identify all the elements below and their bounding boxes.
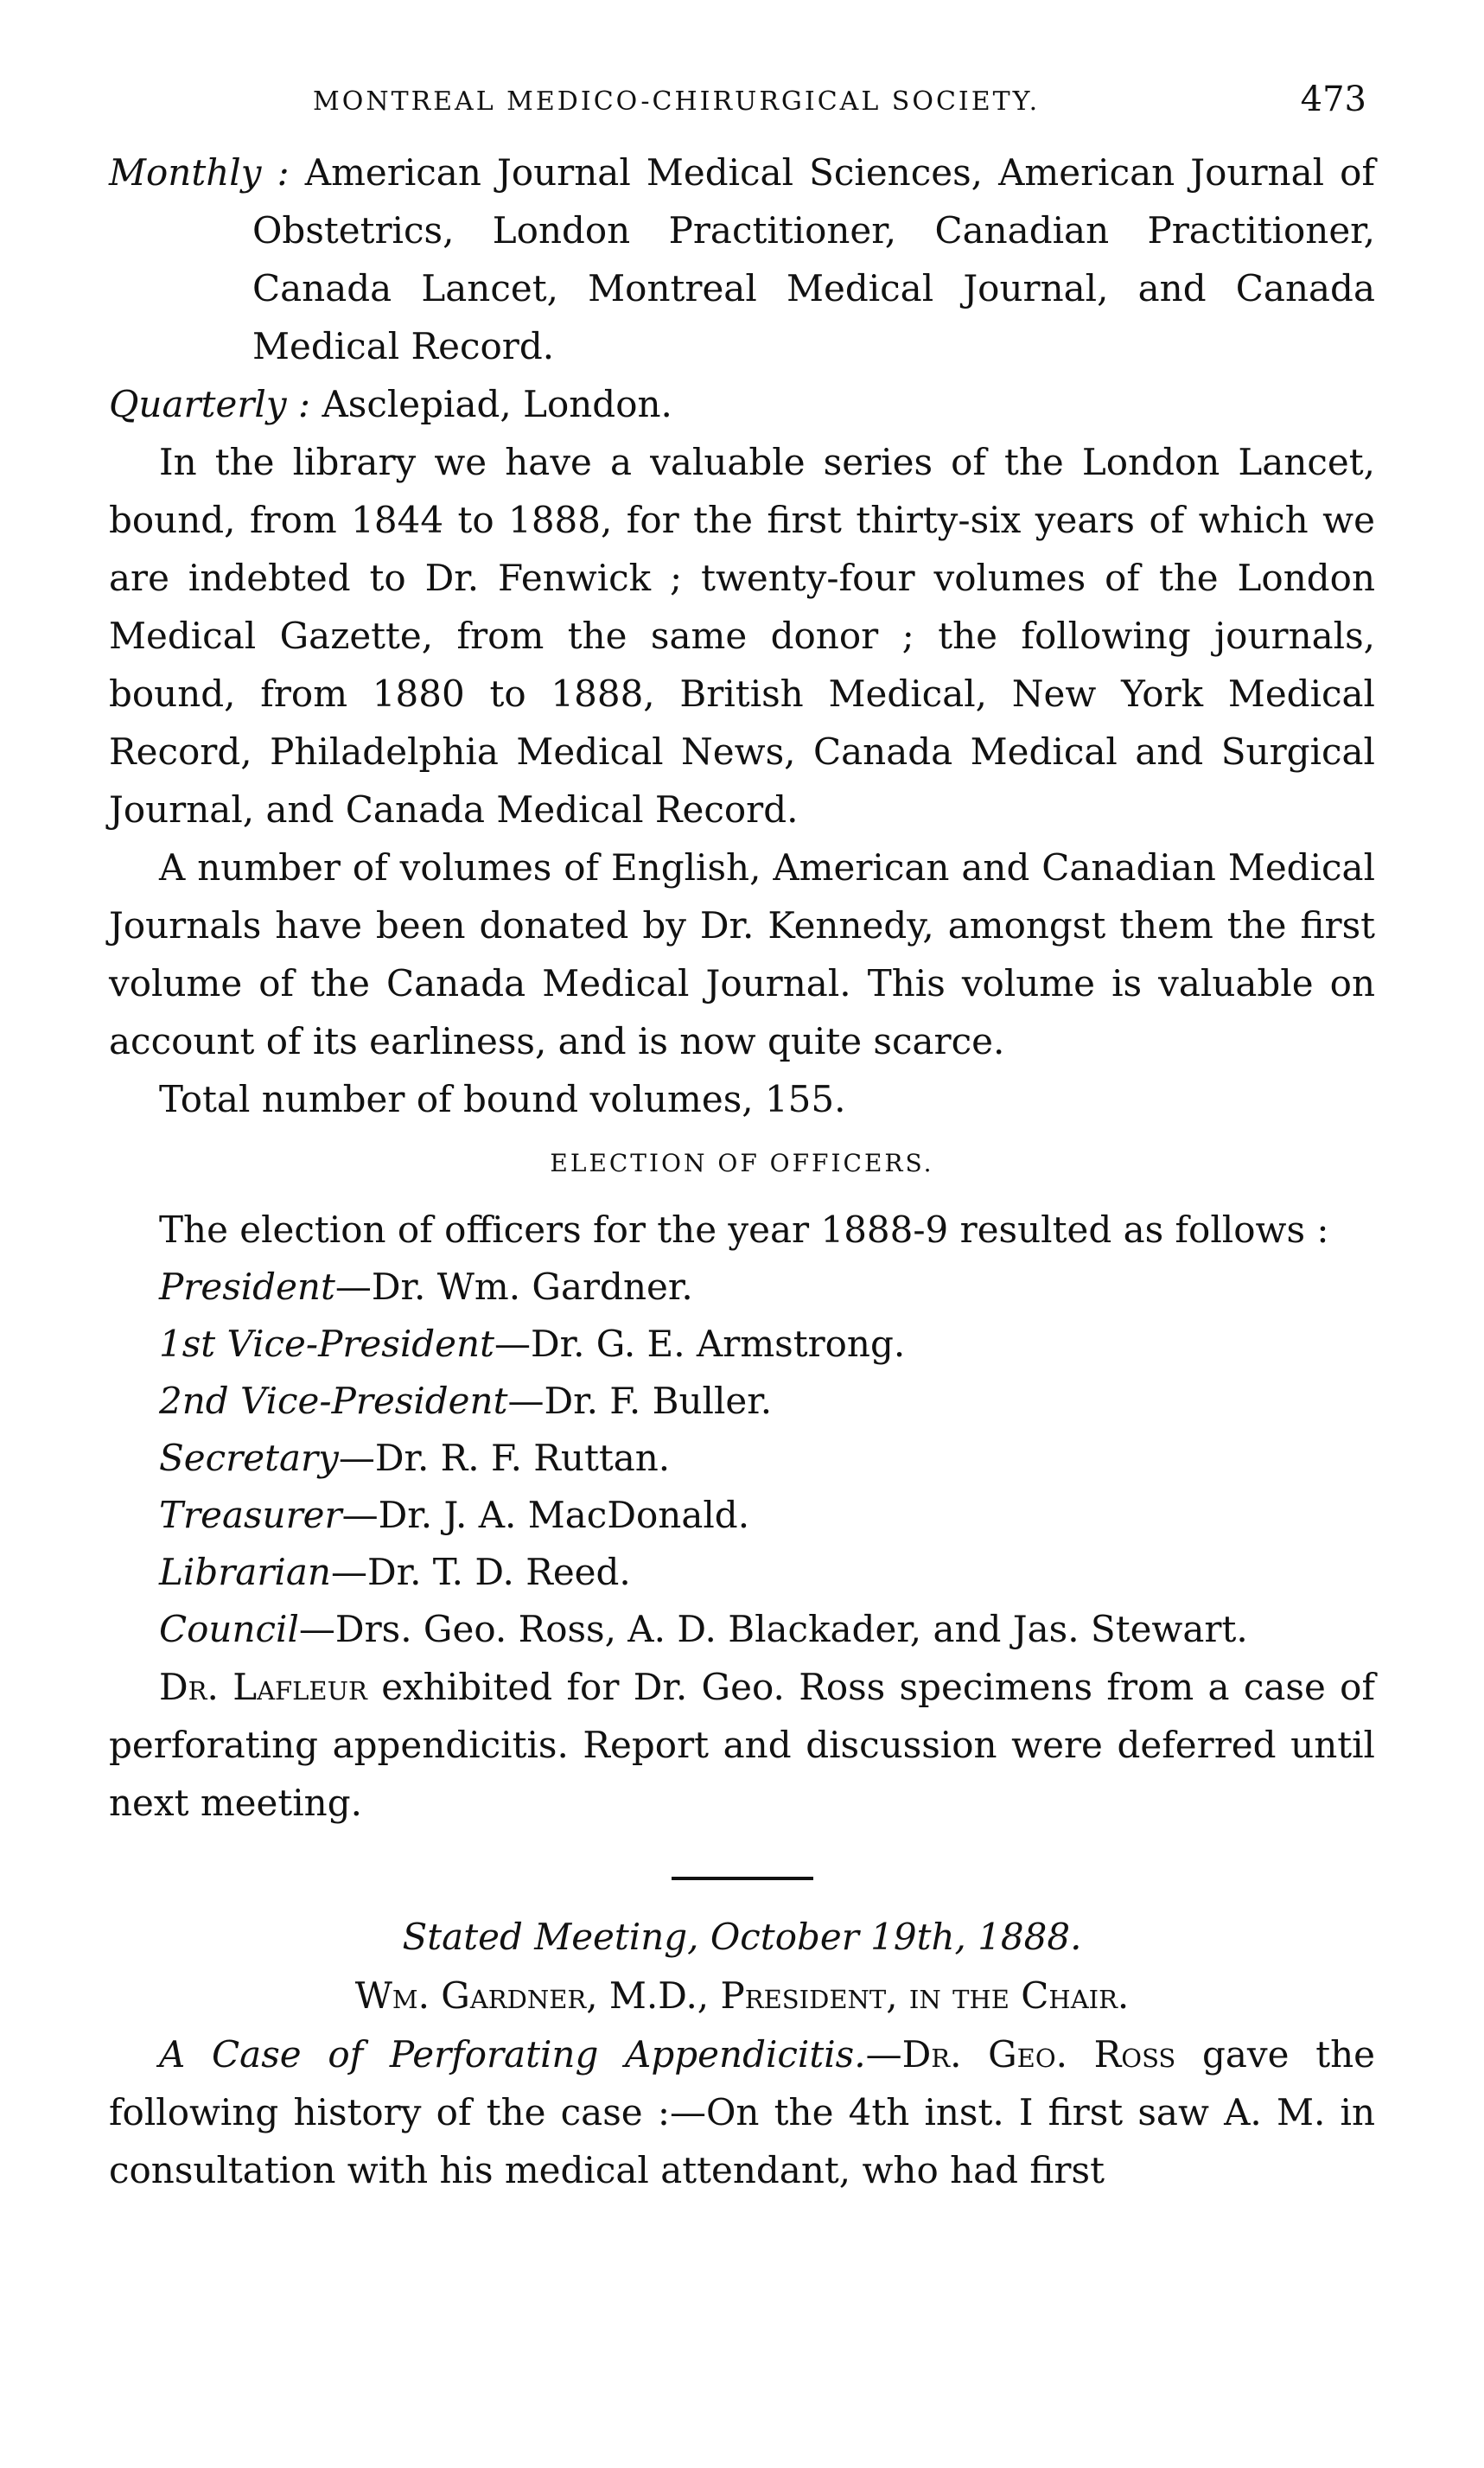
section-divider	[672, 1877, 813, 1880]
officers-list	[109, 1259, 1375, 1658]
monthly-label: Monthly :	[109, 151, 290, 194]
library-paragraph-donations: A number of volumes of English, American and Canadian Medical Journals have been donated by Dr. Kennedy, amongst them the first volume of the Canada Medical Journal. This volume is valuable on account of its earliness, and is now quite scarce.	[109, 846, 1375, 1062]
case-paragraph	[109, 2025, 1375, 2199]
officer-president	[109, 1259, 1375, 1316]
page-number: 473	[1300, 80, 1366, 119]
exhibit-speaker: Dr. Lafleur	[159, 1666, 367, 1708]
quarterly-label: Quarterly :	[109, 383, 311, 425]
officer-role: Treasurer	[159, 1494, 342, 1536]
quarterly-text: Asclepiad, London.	[322, 383, 672, 425]
officer-role: Librarian	[159, 1551, 331, 1593]
case-title: A Case of Perforating Appendicitis.	[159, 2033, 866, 2076]
officer-role: Secretary	[159, 1437, 339, 1479]
officer-first-vice-president	[109, 1316, 1375, 1373]
officer-role: 1st Vice-President	[159, 1323, 494, 1365]
officer-council	[109, 1601, 1375, 1658]
election-intro: The election of officers for the year 1888-9 resulted as follows :	[159, 1208, 1329, 1251]
officer-role: President	[159, 1266, 335, 1308]
case-speaker: —Dr. Geo. Ross	[865, 2033, 1176, 2076]
officer-name: —Drs. Geo. Ross, A. D. Blackader, and Jas. Stewart.	[298, 1608, 1248, 1650]
officer-role: Council	[159, 1608, 299, 1650]
officer-librarian	[109, 1544, 1375, 1601]
officer-name: —Dr. F. Buller.	[507, 1380, 773, 1422]
monthly-journals-paragraph	[109, 143, 1375, 375]
officer-secretary	[109, 1430, 1375, 1487]
running-head	[109, 69, 1375, 143]
case-text: gave the following history of the case :—On the 4th inst. I first saw A. M. in consultation with his medical attendant, who had first	[109, 2033, 1375, 2191]
section-heading-election: ELECTION OF OFFICERS.	[550, 1149, 934, 1177]
meeting-chair: Wm. Gardner, M.D., President, in the Chair.	[354, 1974, 1130, 2017]
officer-second-vice-president	[109, 1373, 1375, 1430]
running-title: MONTREAL MEDICO-CHIRURGICAL SOCIETY.	[313, 86, 1041, 117]
officer-treasurer	[109, 1487, 1375, 1544]
officer-name: —Dr. R. F. Ruttan.	[338, 1437, 671, 1479]
officer-name: —Dr. G. E. Armstrong.	[494, 1323, 906, 1365]
officer-name: —Dr. T. D. Reed.	[330, 1551, 631, 1593]
officer-name: —Dr. Wm. Gardner.	[334, 1266, 693, 1308]
monthly-text: American Journal Medical Sciences, American Journal of Obstetrics, London Practitioner, Canadian Practitioner, Canada Lancet, Montreal Medical Journal, and Canada Medical Record.	[252, 151, 1375, 367]
officer-role: 2nd Vice-President	[159, 1380, 508, 1422]
quarterly-journals-paragraph	[109, 375, 1375, 433]
library-paragraph-lancet: In the library we have a valuable series of the London Lancet, bound, from 1844 to 1888, for the first thirty-six years of which we are indebted to Dr. Fenwick ; twenty-four volumes of the London Medical Gazette, from the same donor ; the following journals, bound, from 1880 to 1888, British Medical, New York Medical Record, Philadelphia Medical News, Canada Medical and Surgical Journal, and Canada Medical Record.	[109, 441, 1375, 831]
meeting-title: Stated Meeting, October 19th, 1888.	[402, 1916, 1082, 1958]
exhibit-text: exhibited for Dr. Geo. Ross specimens from a case of perforating appendicitis. Report and discussion were deferred until next meeting.	[109, 1666, 1375, 1824]
book-page	[109, 69, 1375, 2199]
library-paragraph-total: Total number of bound volumes, 155.	[159, 1078, 846, 1120]
officer-name: —Dr. J. A. MacDonald.	[341, 1494, 750, 1536]
exhibit-paragraph	[109, 1658, 1375, 1832]
